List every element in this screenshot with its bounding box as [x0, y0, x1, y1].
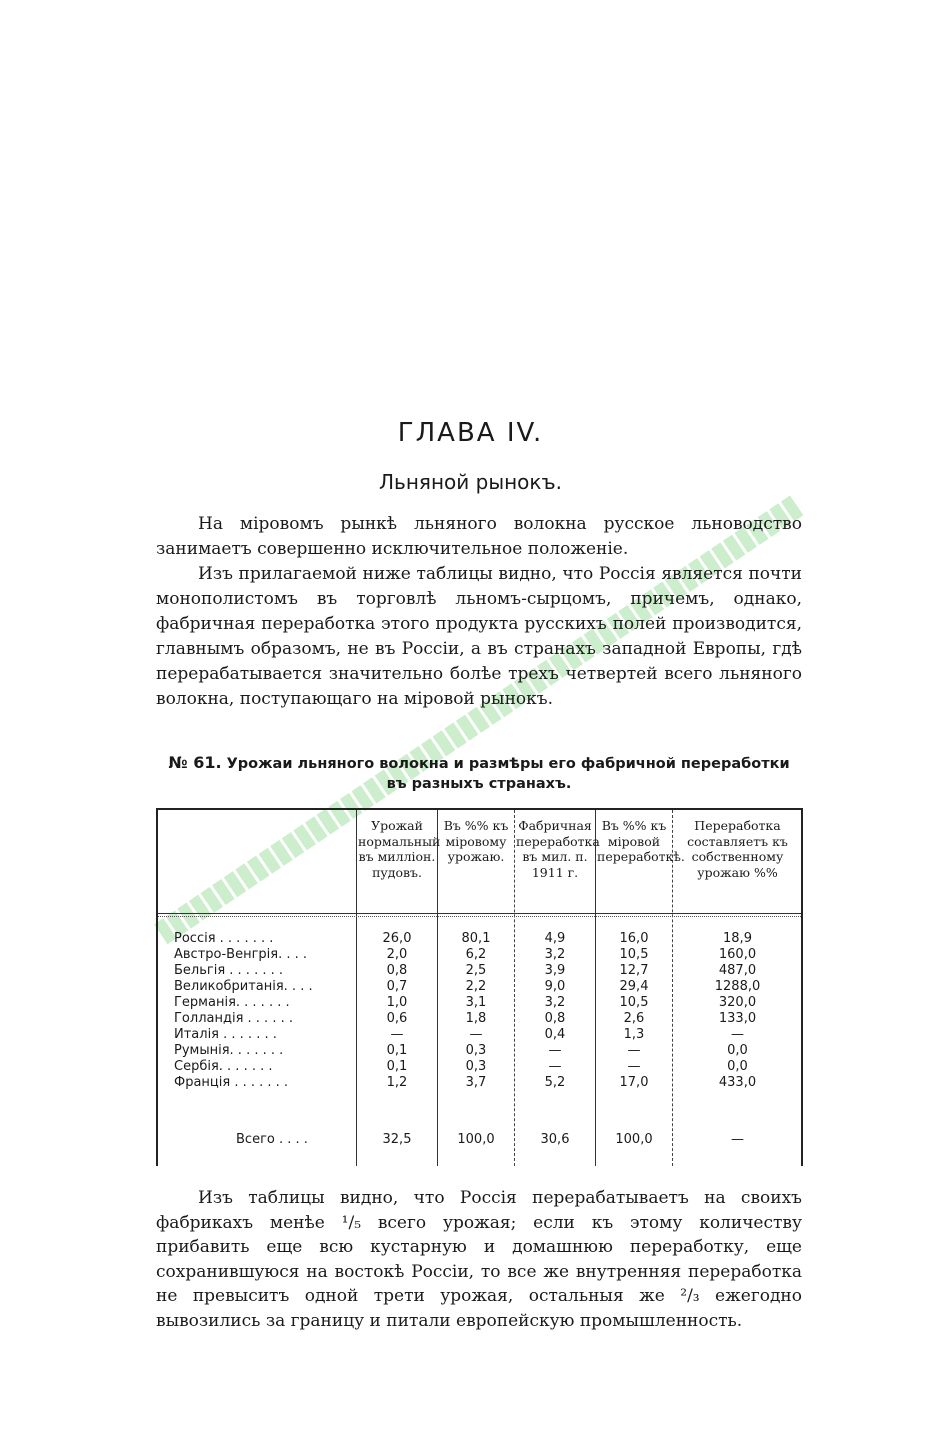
chapter-subtitle: Льняной рынокъ.	[379, 470, 562, 494]
cell-pct-world: —	[469, 1027, 483, 1042]
cell-harvest: 1,2	[386, 1075, 408, 1090]
table-number: № 61.	[168, 753, 222, 772]
header-pct-own: Переработка составляетъ къ собственному урожаю %%	[687, 818, 788, 880]
cell-pct-world: 3,1	[465, 995, 487, 1010]
cell-factory: 3,9	[544, 963, 566, 978]
cell-pct-factory: 10,5	[619, 995, 649, 1010]
cell-factory: 0,8	[544, 1011, 566, 1026]
total-pct-factory: 100,0	[615, 1132, 653, 1147]
cell-harvest: —	[390, 1027, 404, 1042]
header-harvest: Урожай нормальный въ милліон. пудовъ.	[358, 818, 441, 880]
cell-pct-own: 320,0	[718, 995, 757, 1010]
cell-pct-own: 133,0	[718, 1011, 757, 1026]
paragraph-table-intro: Изъ прилагаемой ниже таблицы видно, что Россія является почти монополистомъ въ торговлѣ льномъ-сырцомъ, причемъ, однако, фабричная переработка этого продукта русскихъ полей производится, главнымъ образомъ, не въ Россіи, а въ странахъ западной Европы, гдѣ перерабатывается значительно болѣе трехъ четвертей всего льняного волокна, поступающаго на міровой рынокъ.	[156, 564, 802, 709]
cell-pct-factory: 12,7	[619, 963, 649, 978]
cell-pct-world: 0,3	[465, 1059, 487, 1074]
total-harvest: 32,5	[382, 1132, 412, 1147]
cell-pct-own: 18,9	[723, 931, 752, 946]
cell-pct-factory: —	[627, 1043, 641, 1058]
header-factory: Фабричная переработка въ мил. п. 1911 г.	[516, 818, 600, 880]
row-label: Голландія . . . . . .	[174, 1011, 293, 1026]
cell-pct-world: 2,5	[465, 963, 487, 978]
paragraph-intro: На міровомъ рынкѣ льняного волокна русское льноводство занимаетъ совершенно исключительное положеніе.	[156, 514, 802, 559]
header-rule-dotted	[158, 916, 801, 917]
row-label: Германія. . . . . . .	[174, 995, 290, 1010]
table-caption	[156, 753, 802, 794]
total-pct-own: —	[731, 1132, 744, 1147]
column-divider	[356, 810, 357, 1166]
cell-factory: 4,9	[544, 931, 566, 946]
cell-pct-own: —	[731, 1027, 744, 1042]
row-label: Россія . . . . . . .	[174, 931, 274, 946]
cell-factory: —	[548, 1059, 562, 1074]
cell-harvest: 0,7	[386, 979, 408, 994]
cell-pct-own: 433,0	[718, 1075, 757, 1090]
cell-factory: 3,2	[544, 947, 566, 962]
cell-factory: 9,0	[544, 979, 566, 994]
cell-pct-world: 2,2	[465, 979, 487, 994]
cell-pct-world: 6,2	[465, 947, 487, 962]
total-pct-world: 100,0	[457, 1132, 495, 1147]
cell-pct-own: 0,0	[727, 1043, 748, 1058]
cell-harvest: 26,0	[382, 931, 412, 946]
header-pct-world: Въ %% къ міровому урожаю.	[443, 818, 509, 864]
row-label: Великобританія. . . .	[174, 979, 313, 994]
column-divider	[595, 810, 596, 1166]
cell-harvest: 2,0	[386, 947, 408, 962]
row-label: Италія . . . . . . .	[174, 1027, 277, 1042]
cell-pct-world: 80,1	[461, 931, 491, 946]
paragraph-conclusion: Изъ таблицы видно, что Россія перерабатываетъ на своихъ фабрикахъ менѣе ¹/₅ всего урожая; если къ этому количеству прибавить еще всю кустарную и домашнюю переработку, еще сохранившуюся на востокѣ Россіи, то все же внутренняя переработка не превыситъ одной трети урожая, остальныя же ²/₃ ежегодно вывозились за границу и питали европейскую промышленность.	[156, 1188, 802, 1331]
cell-pct-factory: 10,5	[619, 947, 649, 962]
cell-pct-factory: 17,0	[619, 1075, 649, 1090]
cell-pct-factory: 16,0	[619, 931, 649, 946]
row-label: Сербія. . . . . . .	[174, 1059, 273, 1074]
table-caption-text: Урожаи льняного волокна и размѣры его фабричной переработки въ разныхъ странахъ.	[226, 756, 790, 792]
column-divider	[437, 810, 438, 1166]
cell-harvest: 0,1	[386, 1059, 408, 1074]
total-label: Всего . . . .	[236, 1132, 308, 1147]
cell-factory: —	[548, 1043, 562, 1058]
cell-pct-world: 1,8	[465, 1011, 487, 1026]
row-label: Франція . . . . . . .	[174, 1075, 289, 1090]
total-factory: 30,6	[540, 1132, 570, 1147]
header-pct-factory: Въ %% къ міровой переработкѣ.	[597, 818, 685, 864]
cell-pct-world: 3,7	[465, 1075, 487, 1090]
cell-factory: 0,4	[544, 1027, 566, 1042]
cell-pct-world: 0,3	[465, 1043, 487, 1058]
cell-factory: 5,2	[544, 1075, 566, 1090]
cell-pct-factory: 29,4	[619, 979, 649, 994]
cell-pct-factory: 1,3	[623, 1027, 645, 1042]
cell-harvest: 0,1	[386, 1043, 408, 1058]
cell-pct-own: 0,0	[727, 1059, 748, 1074]
cell-factory: 3,2	[544, 995, 566, 1010]
data-table	[156, 808, 803, 1166]
column-divider	[514, 810, 515, 1166]
header-rule	[158, 913, 801, 914]
cell-pct-own: 487,0	[718, 963, 757, 978]
row-label: Австро-Венгрія. . . .	[174, 947, 308, 962]
cell-harvest: 0,6	[386, 1011, 408, 1026]
cell-pct-factory: 2,6	[623, 1011, 645, 1026]
cell-pct-own: 160,0	[718, 947, 757, 962]
row-label: Бельгія . . . . . . .	[174, 963, 284, 978]
cell-harvest: 1,0	[386, 995, 408, 1010]
cell-pct-own: 1288,0	[714, 979, 761, 994]
chapter-title: ГЛАВА IV.	[397, 418, 544, 448]
row-label: Румынія. . . . . . .	[174, 1043, 284, 1058]
cell-pct-factory: —	[627, 1059, 641, 1074]
cell-harvest: 0,8	[386, 963, 408, 978]
